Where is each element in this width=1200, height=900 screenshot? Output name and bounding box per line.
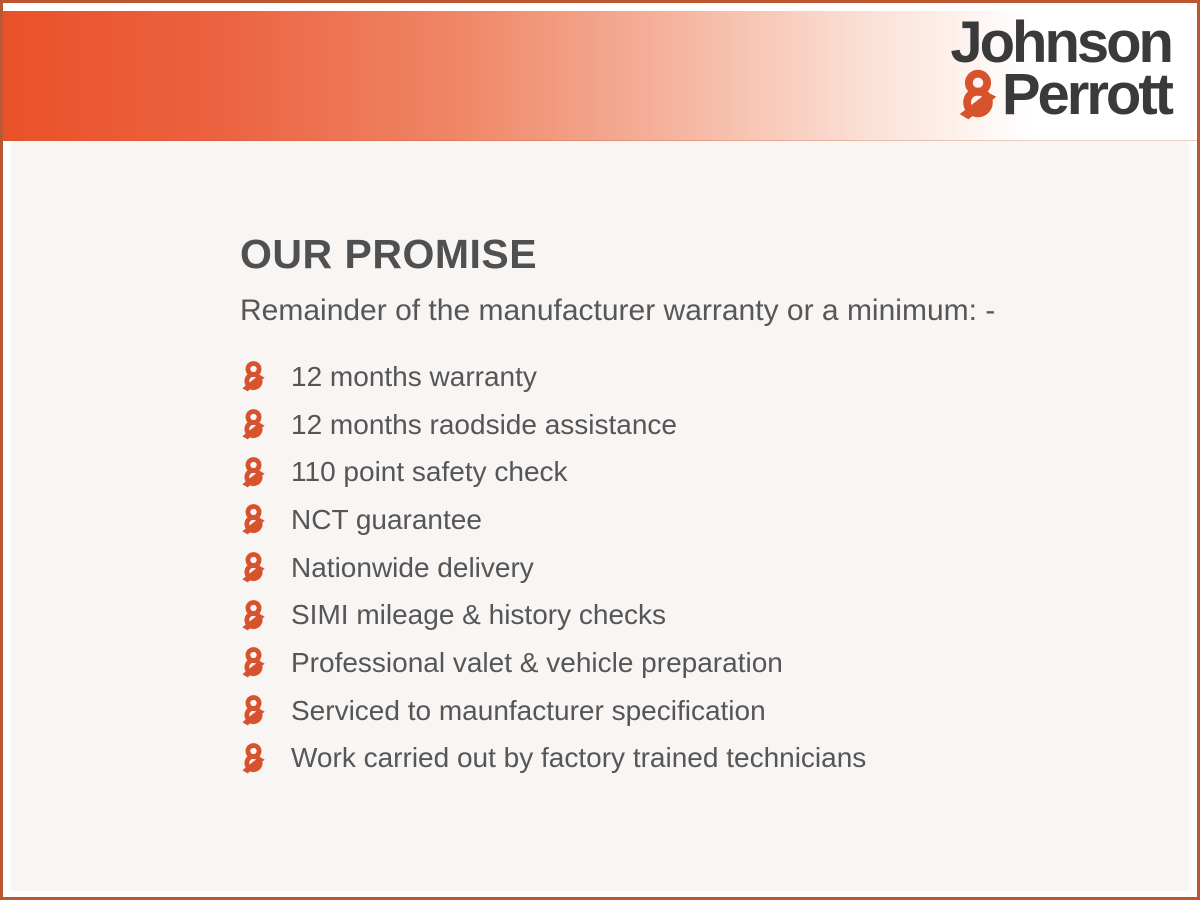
promise-item-label: Nationwide delivery	[291, 551, 534, 583]
promise-item-label: NCT guarantee	[291, 503, 482, 535]
ampersand-bullet-icon	[240, 599, 267, 632]
ampersand-bullet-icon	[240, 360, 267, 393]
brand-name-line2-text: Perrott	[1001, 62, 1171, 127]
ampersand-bullet-icon	[240, 408, 267, 441]
promise-item-label: 12 months warranty	[291, 360, 537, 392]
ampersand-bullet-icon	[240, 694, 267, 727]
promise-subtitle: Remainder of the manufacturer warranty or a minimum: -	[240, 294, 996, 327]
brand-ampersand-icon	[956, 68, 1000, 122]
ampersand-bullet-icon	[240, 551, 267, 584]
ampersand-bullet-icon	[240, 503, 267, 536]
list-item	[240, 687, 866, 735]
promise-item-label: SIMI mileage & history checks	[291, 599, 667, 631]
promise-item-label: Work carried out by factory trained technicians	[291, 742, 867, 774]
brand-name-line2	[950, 62, 1171, 127]
page-title: OUR PROMISE	[240, 231, 538, 277]
ampersand-bullet-icon	[240, 646, 267, 679]
promise-list	[240, 353, 866, 782]
promise-item-label: Professional valet & vehicle preparation	[291, 646, 783, 678]
list-item	[240, 544, 866, 592]
list-item	[240, 496, 866, 544]
list-item	[240, 591, 866, 639]
promise-item-label: 12 months raodside assistance	[291, 408, 677, 440]
promise-item-label: 110 point safety check	[291, 456, 568, 488]
brand-name-line1: Johnson	[950, 10, 1171, 75]
list-item	[240, 639, 866, 687]
list-item	[240, 448, 866, 496]
ampersand-bullet-icon	[240, 456, 267, 489]
list-item	[240, 353, 866, 401]
promise-item-label: Serviced to maunfacturer specification	[291, 694, 766, 726]
list-item	[240, 735, 866, 783]
brand-logo	[950, 10, 1171, 127]
ampersand-bullet-icon	[240, 742, 267, 775]
list-item	[240, 401, 866, 449]
